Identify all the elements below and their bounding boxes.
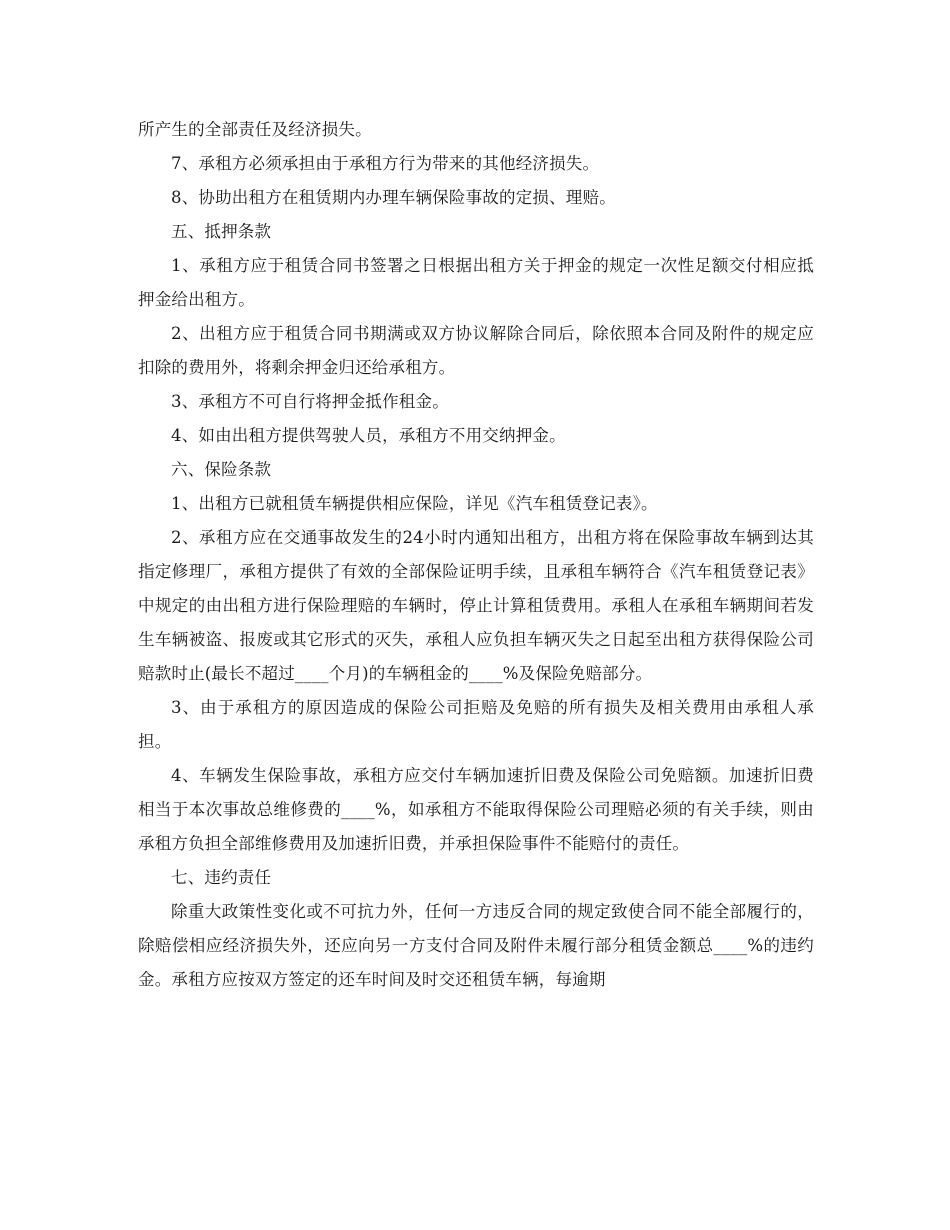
paragraph-7: 3、承租方不可自行将押金抵作租金。 [171, 392, 449, 411]
paragraph-13: 4、车辆发生保险事故，承租方应交付车辆加速折旧费及保险公司免赔额。加速折旧费相当于本次事故总维修费的____%，如承租方不能取得保险公司理赔必须的有关手续，则由承租方负担全部维修费用及加速折旧费，并承担保险事件不能赔付的责任。 [138, 766, 814, 853]
paragraph-1: 所产生的全部责任及经济损失。 [138, 120, 372, 139]
paragraph-2: 7、承租方必须承担由于承租方行为带来的其他经济损失。 [171, 154, 600, 173]
document-page [138, 113, 814, 997]
paragraph-12: 3、由于承租方的原因造成的保险公司拒赔及免赔的所有损失及相关费用由承租人承担。 [138, 698, 814, 751]
paragraph-5: 1、承租方应于租赁合同书签署之日根据出租方关于押金的规定一次性足额交付相应抵押金给出租方。 [138, 256, 814, 309]
paragraph-10: 1、出租方已就租赁车辆提供相应保险，详见《汽车租赁登记表》。 [171, 494, 658, 513]
section-heading-7: 七、违约责任 [171, 868, 272, 887]
paragraph-15: 除重大政策性变化或不可抗力外，任何一方违反合同的规定致使合同不能全部履行的，除赔偿相应经济损失外，还应向另一方支付合同及附件未履行部分租赁金额总____%的违约金。承租方应按双方签定的还车时间及时交还租赁车辆，每逾期 [138, 902, 814, 989]
paragraph-3: 8、协助出租方在租赁期内办理车辆保险事故的定损、理赔。 [171, 188, 616, 207]
section-heading-6: 六、保险条款 [171, 460, 272, 479]
paragraph-8: 4、如由出租方提供驾驶人员，承租方不用交纳押金。 [171, 426, 566, 445]
section-heading-5: 五、抵押条款 [171, 222, 272, 241]
paragraph-6: 2、出租方应于租赁合同书期满或双方协议解除合同后，除依照本合同及附件的规定应扣除的费用外，将剩余押金归还给承租方。 [138, 324, 814, 377]
paragraph-11: 2、承租方应在交通事故发生的24小时内通知出租方，出租方将在保险事故车辆到达其指定修理厂，承租方提供了有效的全部保险证明手续，且承租车辆符合《汽车租赁登记表》中规定的由出租方进行保险理赔的车辆时，停止计算租赁费用。承租人在承租车辆期间若发生车辆被盗、报废或其它形式的灭失，承租人应负担车辆灭失之日起至出租方获得保险公司赔款时止(最长不超过____个月)的车辆租金的____%及保险免赔部分。 [138, 528, 814, 683]
